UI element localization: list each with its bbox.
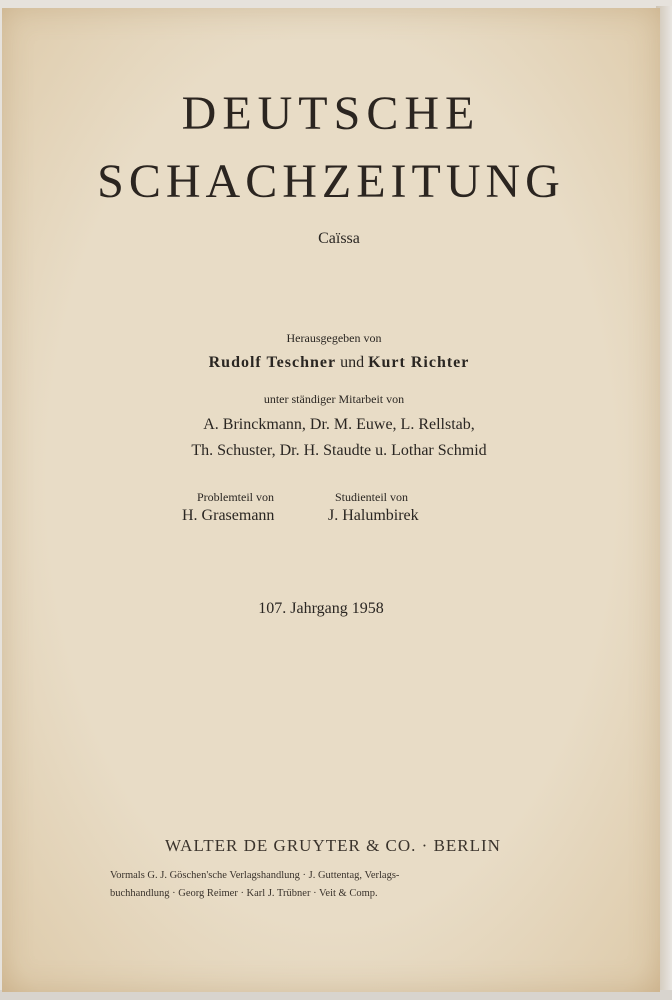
editors-line bbox=[10, 354, 668, 372]
editors-conjunction: und bbox=[340, 354, 365, 371]
problem-section-editor: H. Grasemann bbox=[182, 507, 275, 524]
title-page bbox=[2, 8, 660, 992]
editors-intro: Herausgegeben von bbox=[286, 331, 382, 345]
problem-section-label: Problemteil von bbox=[197, 490, 274, 504]
publisher-name: WALTER DE GRUYTER & CO. · BERLIN bbox=[165, 836, 501, 855]
study-section-label: Studienteil von bbox=[335, 490, 408, 504]
publisher-history-line-2: buchhandlung · Georg Reimer · Karl J. Trübner · Veit & Comp. bbox=[110, 888, 378, 899]
volume-year: 107. Jahrgang 1958 bbox=[258, 600, 384, 617]
title-line-1: DEUTSCHE bbox=[181, 87, 481, 140]
title-line-2: SCHACHZEITUNG bbox=[97, 155, 565, 208]
study-section-editor: J. Halumbirek bbox=[328, 507, 419, 524]
contributors-intro: unter ständiger Mitarbeit von bbox=[263, 392, 405, 406]
contributors-line-2: Th. Schuster, Dr. H. Staudte u. Lothar Schmid bbox=[191, 442, 487, 459]
subtitle: Caïssa bbox=[318, 230, 360, 247]
contributors-line-1: A. Brinckmann, Dr. M. Euwe, L. Rellstab, bbox=[203, 416, 475, 433]
publisher-history-line-1: Vormals G. J. Göschen'sche Verlagshandlung · J. Guttentag, Verlags- bbox=[110, 870, 400, 881]
editor-2: Kurt Richter bbox=[368, 354, 470, 371]
editor-1: Rudolf Teschner bbox=[208, 354, 337, 371]
